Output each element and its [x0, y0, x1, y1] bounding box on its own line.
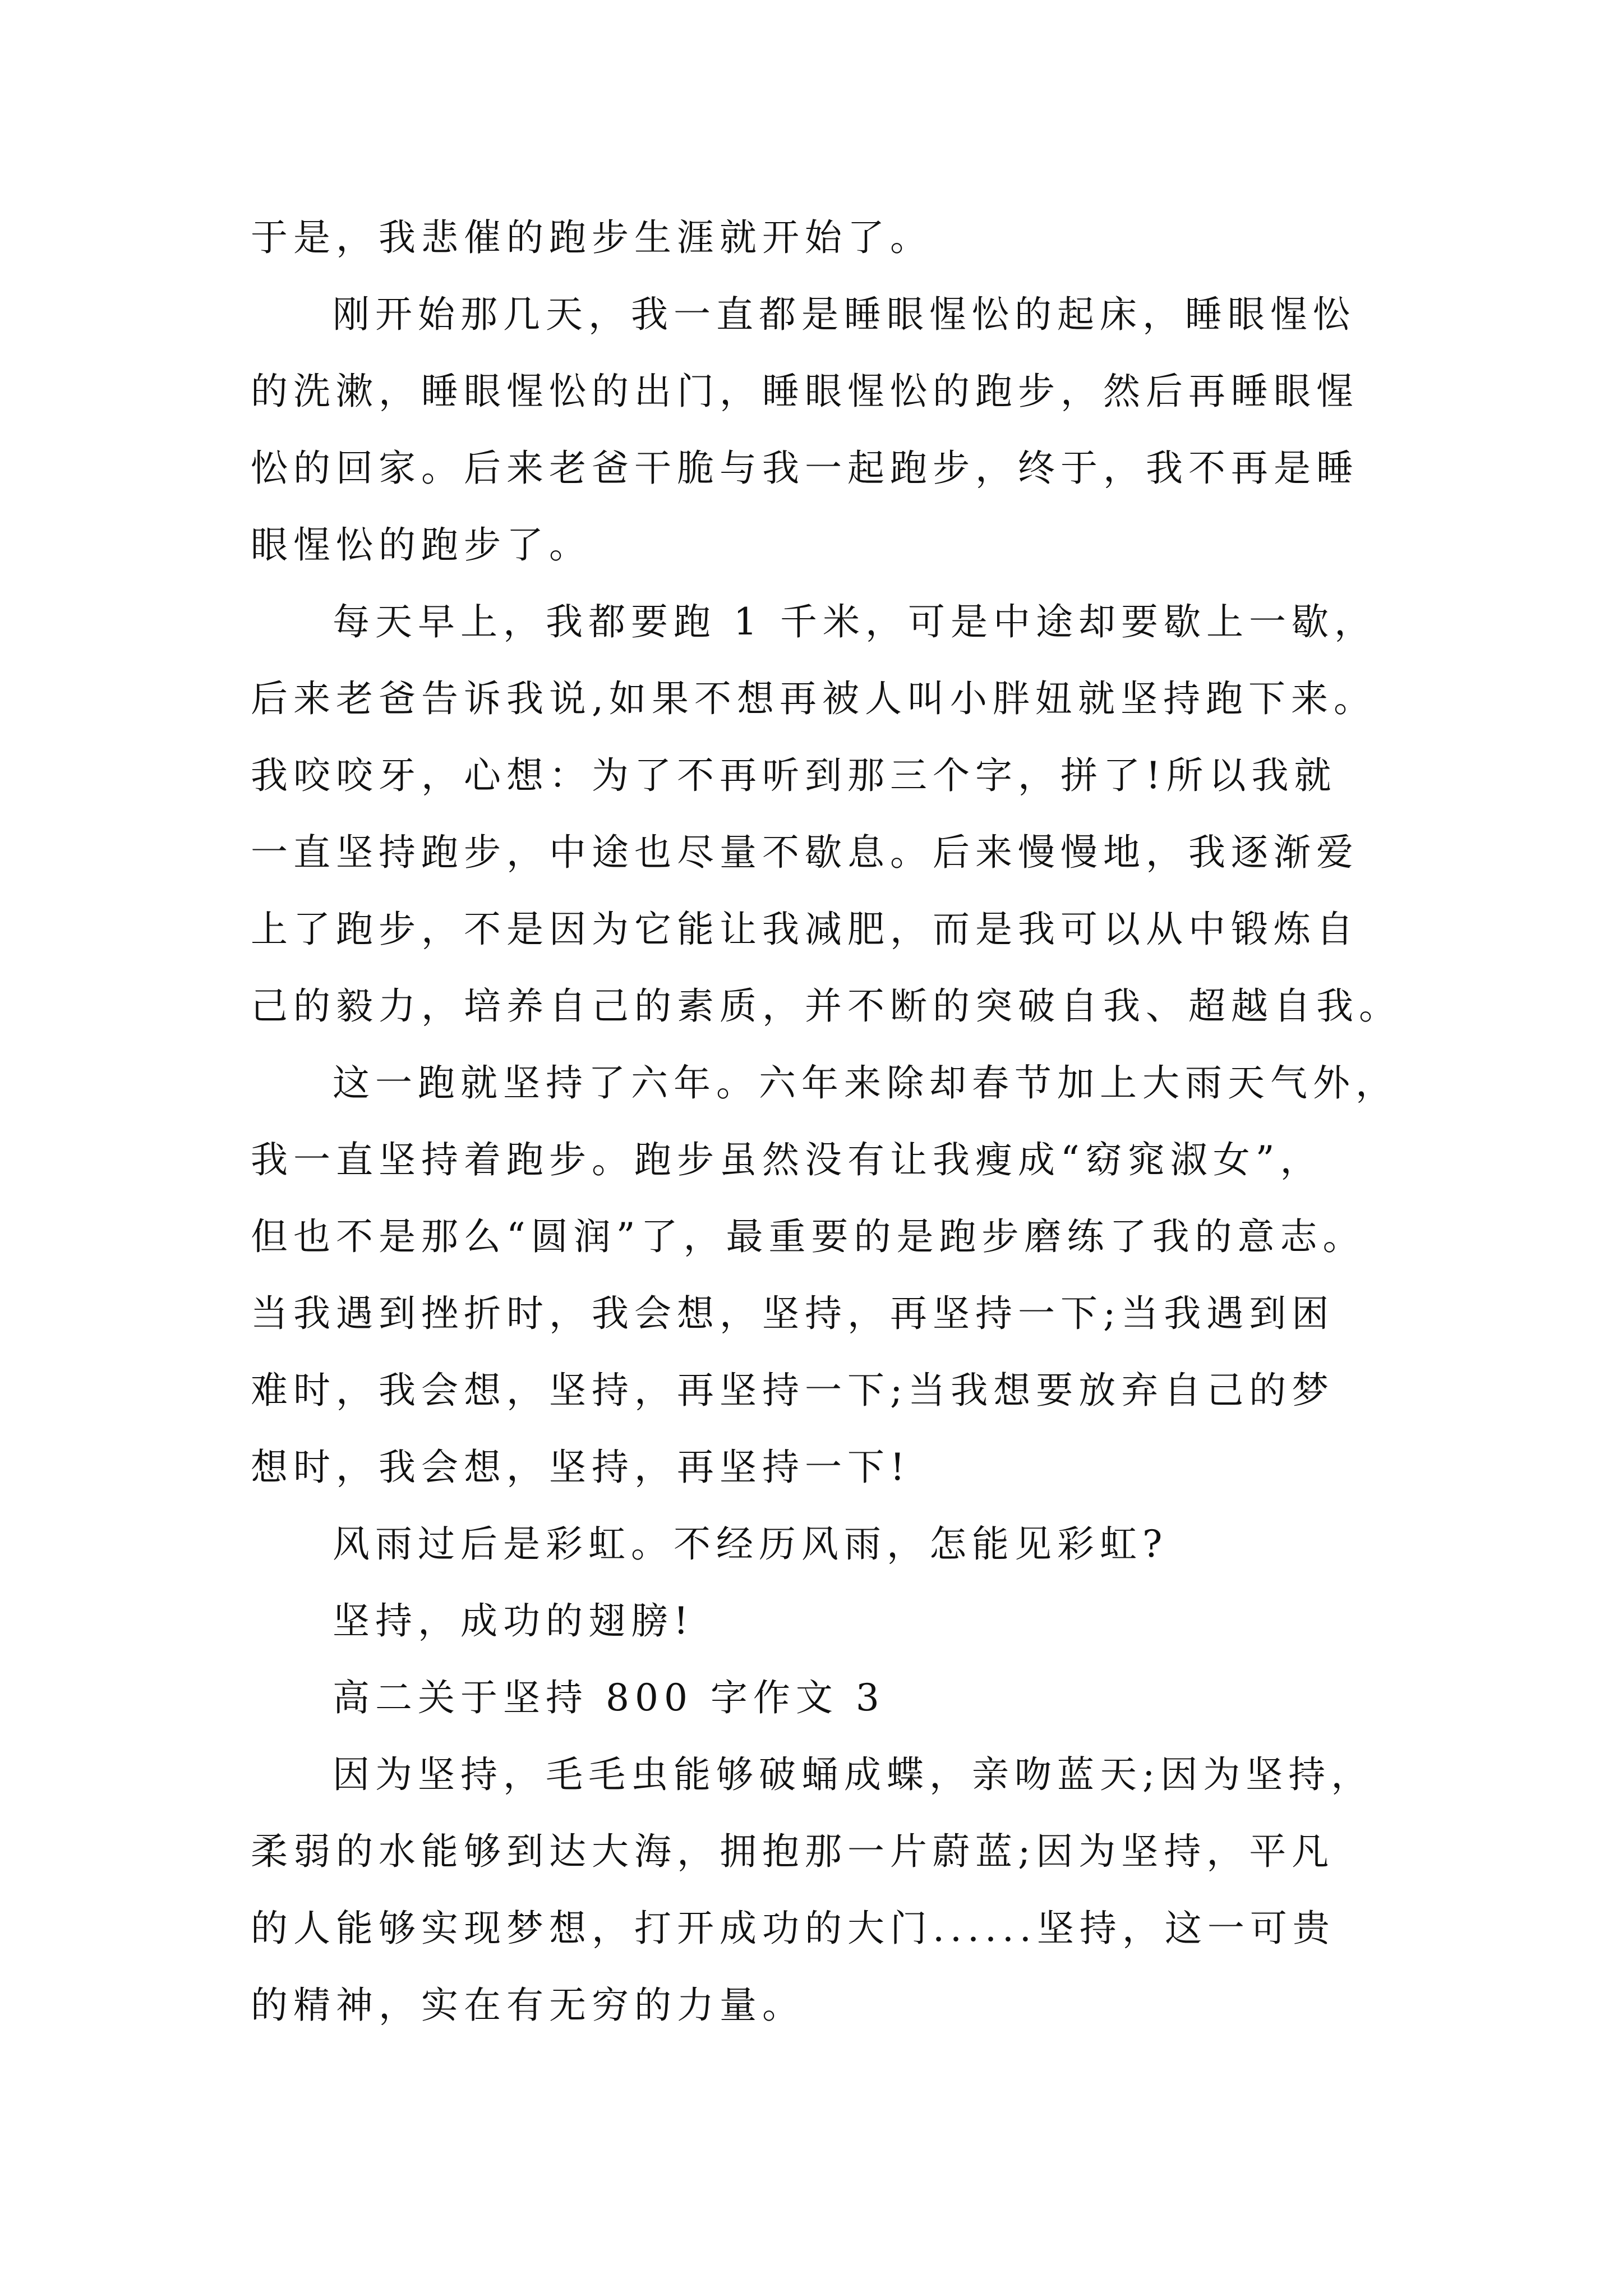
document-body: [251, 199, 1401, 2044]
text-line: 于是，我悲催的跑步生涯就开始了。: [251, 216, 933, 259]
paragraph-start-line: 刚开始那几天，我一直都是睡眼惺忪的起床，睡眼惺忪: [333, 293, 1355, 336]
section-heading: 高二关于坚持 800 字作文 3: [333, 1676, 885, 1719]
text-line: 当我遇到挫折时，我会想，坚持，再坚持一下;当我遇到困: [251, 1292, 1335, 1335]
text-line: 上了跑步，不是因为它能让我减肥，而是我可以从中锻炼自: [251, 908, 1359, 951]
text-line: 柔弱的水能够到达大海，拥抱那一片蔚蓝;因为坚持，平凡: [251, 1830, 1335, 1873]
text-line: 但也不是那么“圆润”了，最重要的是跑步磨练了我的意志。: [251, 1215, 1366, 1258]
paragraph-start-line: 坚持，成功的翅膀!: [333, 1599, 694, 1642]
text-line: 的洗漱，睡眼惺忪的出门，睡眼惺忪的跑步，然后再睡眼惺: [251, 370, 1359, 413]
paragraph-start-line: 风雨过后是彩虹。不经历风雨，怎能见彩虹?: [333, 1522, 1168, 1566]
text-line: 后来老爸告诉我说,如果不想再被人叫小胖妞就坚持跑下来。: [251, 677, 1376, 720]
text-line: 我咬咬牙，心想：为了不再听到那三个字，拼了!所以我就: [251, 754, 1337, 797]
text-line: 眼惺忪的跑步了。: [251, 523, 592, 567]
text-line: 想时，我会想，坚持，再坚持一下!: [251, 1446, 911, 1489]
text-line: 我一直坚持着跑步。跑步虽然没有让我瘦成“窈窕淑女”，: [251, 1138, 1323, 1181]
text-line: 一直坚持跑步，中途也尽量不歇息。后来慢慢地，我逐渐爱: [251, 831, 1359, 874]
text-line: 的人能够实现梦想，打开成功的大门......坚持，这一可贵: [251, 1907, 1335, 1950]
text-line: 的精神，实在有无穷的力量。: [251, 1984, 805, 2027]
text-line: 己的毅力，培养自己的素质，并不断的突破自我、超越自我。: [251, 984, 1401, 1028]
paragraph-start-line: 这一跑就坚持了六年。六年来除却春节加上大雨天气外，: [333, 1061, 1398, 1105]
text-line: 忪的回家。后来老爸干脆与我一起跑步，终于，我不再是睡: [251, 447, 1359, 490]
paragraph-start-line: 每天早上，我都要跑 1 千米，可是中途却要歇上一歇，: [333, 600, 1377, 643]
paragraph-start-line: 因为坚持，毛毛虫能够破蛹成蝶，亲吻蓝天;因为坚持，: [333, 1753, 1374, 1796]
text-line: 难时，我会想，坚持，再坚持一下;当我想要放弃自己的梦: [251, 1369, 1335, 1412]
